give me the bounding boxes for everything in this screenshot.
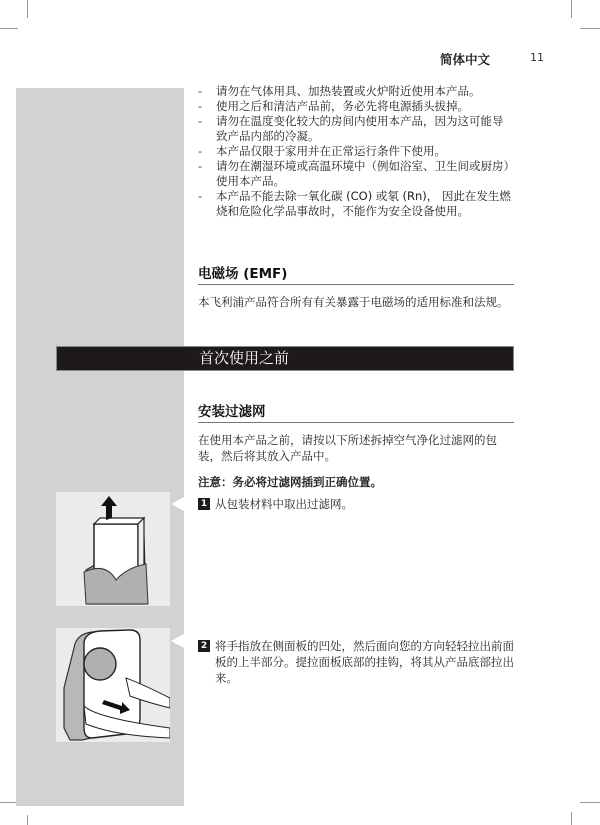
bullet-dash: - — [198, 159, 203, 173]
install-filter-heading: 安装过滤网 — [198, 400, 514, 423]
warning-list — [198, 84, 514, 219]
crop-mark — [580, 28, 600, 29]
step-number-badge: 1 — [198, 498, 210, 510]
step-text: 将手指放在侧面板的凹处，然后面向您的方向轻轻拉出前面板的上半部分。提拉面板底部的挂钩，将其从产品底部拉出来。 — [215, 639, 514, 685]
list-item — [198, 144, 514, 159]
bullet-dash: - — [198, 144, 203, 158]
step-text: 从包装材料中取出过滤网。 — [215, 497, 353, 511]
step-number-badge: 2 — [198, 640, 210, 652]
crop-mark — [580, 802, 600, 803]
step-2 — [198, 638, 514, 686]
list-item — [198, 189, 514, 219]
crop-mark — [0, 28, 18, 29]
list-item-text: 请勿在潮湿环境或高温环境中（例如浴室、卫生间或厨房）使用本产品。 — [216, 159, 510, 188]
bullet-dash: - — [198, 99, 203, 113]
step-1 — [198, 496, 514, 512]
crop-mark — [571, 812, 572, 825]
list-item-text: 本产品不能去除一氧化碳 (CO) 或氡 (Rn)， 因此在发生燃烧和危险化学品事故时，不能作为安全设备使用。 — [216, 189, 511, 218]
list-item — [198, 84, 514, 99]
callout-pointer — [171, 634, 184, 648]
section-banner — [56, 346, 514, 371]
install-filter-intro: 在使用本产品之前，请按以下所述拆掉空气净化过滤网的包装，然后将其放入产品中。 — [198, 433, 497, 463]
bullet-dash: - — [198, 114, 203, 128]
list-item-text: 本产品仅限于家用并在正常运行条件下使用。 — [216, 144, 446, 158]
emf-heading: 电磁场 (EMF) — [198, 262, 514, 285]
list-item-text: 使用之后和清洁产品前，务必先将电源插头拔掉。 — [216, 99, 469, 113]
crop-mark — [27, 815, 28, 825]
callout-pointer — [171, 497, 184, 511]
illustration-step-2 — [56, 628, 170, 742]
list-item-text: 请勿在气体用具、加热装置或火炉附近使用本产品。 — [216, 84, 481, 98]
page-number: 11 — [530, 51, 544, 64]
list-item — [198, 159, 514, 189]
bullet-dash: - — [198, 189, 203, 203]
illustration-step-1 — [56, 492, 170, 606]
filter-removal-illustration-icon — [56, 492, 170, 606]
crop-mark — [27, 0, 28, 18]
front-panel-removal-illustration-icon — [56, 628, 170, 742]
section-title: 首次使用之前 — [199, 349, 290, 367]
list-item — [198, 99, 514, 114]
install-note: 注意：务必将过滤网插到正确位置。 — [198, 475, 382, 489]
list-item — [198, 114, 514, 144]
bullet-dash: - — [198, 84, 203, 98]
list-item-text: 请勿在温度变化较大的房间内使用本产品，因为这可能导致产品内部的冷凝。 — [216, 114, 504, 143]
crop-mark — [571, 0, 572, 18]
emf-body: 本飞利浦产品符合所有有关暴露于电磁场的适用标准和法规。 — [198, 295, 509, 309]
language-label: 简体中文 — [440, 52, 491, 67]
